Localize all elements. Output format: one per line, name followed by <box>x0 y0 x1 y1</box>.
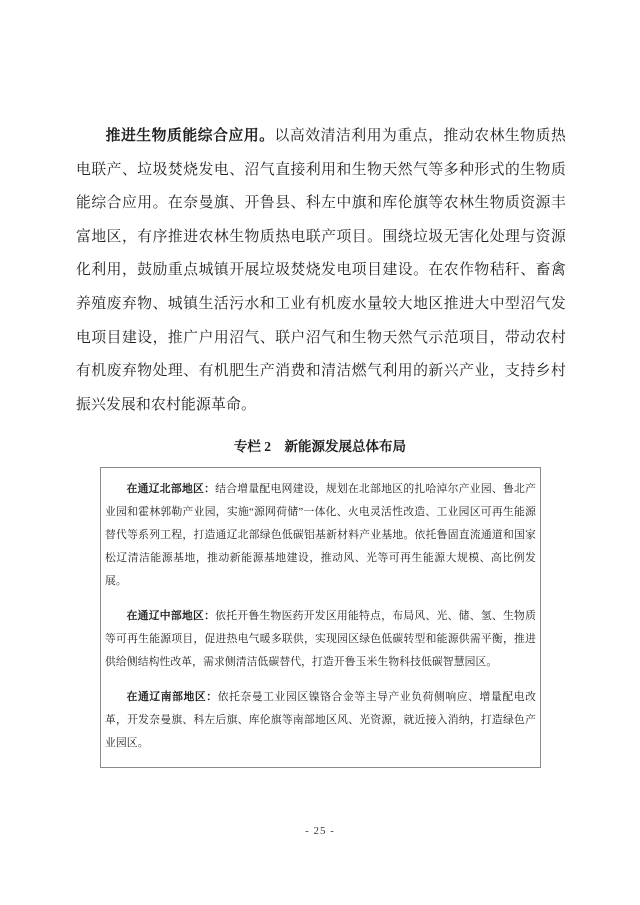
panel-paragraph-central-text: 依托开鲁生物医药开发区用能特点，布局风、光、储、氢、生物质等可再生能源项目，促进热电气暖多联供，实现园区绿色低碳转型和能源供需平衡，推进供给侧结构性改革，需求侧清洁低碳替代，打造开鲁玉米生物科技低碳智慧园区。 <box>105 610 536 668</box>
panel-paragraph-central <box>105 605 536 674</box>
panel-paragraph-north <box>105 478 536 593</box>
paragraph-lead: 推进生物质能综合应用。 <box>105 128 275 144</box>
panel-paragraph-central-lead: 在通辽中部地区： <box>126 610 216 622</box>
panel-paragraph-south-text: 依托奈曼工业园区镍铬合金等主导产业负荷侧响应、增量配电改革，开发奈曼旗、科左后旗、库伦旗等南部地区风、光资源，就近接入消纳，打造绿色产业园区。 <box>105 691 536 749</box>
panel-title: 专栏 2 新能源发展总体布局 <box>233 439 407 454</box>
page-number: - 25 - <box>305 825 335 837</box>
panel-paragraph-south <box>105 686 536 755</box>
panel-paragraph-north-lead: 在通辽北部地区： <box>126 483 216 495</box>
body-paragraph <box>76 120 566 422</box>
paragraph-text: 以高效清洁利用为重点，推动农林生物质热电联产、垃圾焚烧发电、沼气直接利用和生物天然气等多种形式的生物质能综合应用。在奈曼旗、开鲁县、科左中旗和库伦旗等农林生物质资源丰富地区，有序推进农林生物质热电联产项目。围绕垃圾无害化处理与资源化利用，鼓励重点城镇开展垃圾焚烧发电项目建设。在农作物秸秆、畜禽养殖废弃物、城镇生活污水和工业有机废水量较大地区推进大中型沼气发电项目建设，推广户用沼气、联户沼气和生物天然气示范项目，带动农村有机废弃物处理、有机肥生产消费和清洁燃气利用的新兴产业，支持乡村振兴发展和农村能源革命。 <box>76 128 566 413</box>
panel-paragraph-north-text: 结合增量配电网建设，规划在北部地区的扎哈淖尔产业园、鲁北产业园和霍林郭勒产业园，实施“源网荷储”一体化、火电灵活性改造、工业园区可再生能源替代等系列工程，打造通辽北部绿色低碳铝基新材料产业基地。依托鲁固直流通道和国家松辽清洁能源基地，推动新能源基地建设，推动风、光等可再生能源大规模、高比例发展。 <box>105 483 536 587</box>
panel-box <box>100 467 541 768</box>
panel-paragraph-south-lead: 在通辽南部地区： <box>126 691 218 703</box>
